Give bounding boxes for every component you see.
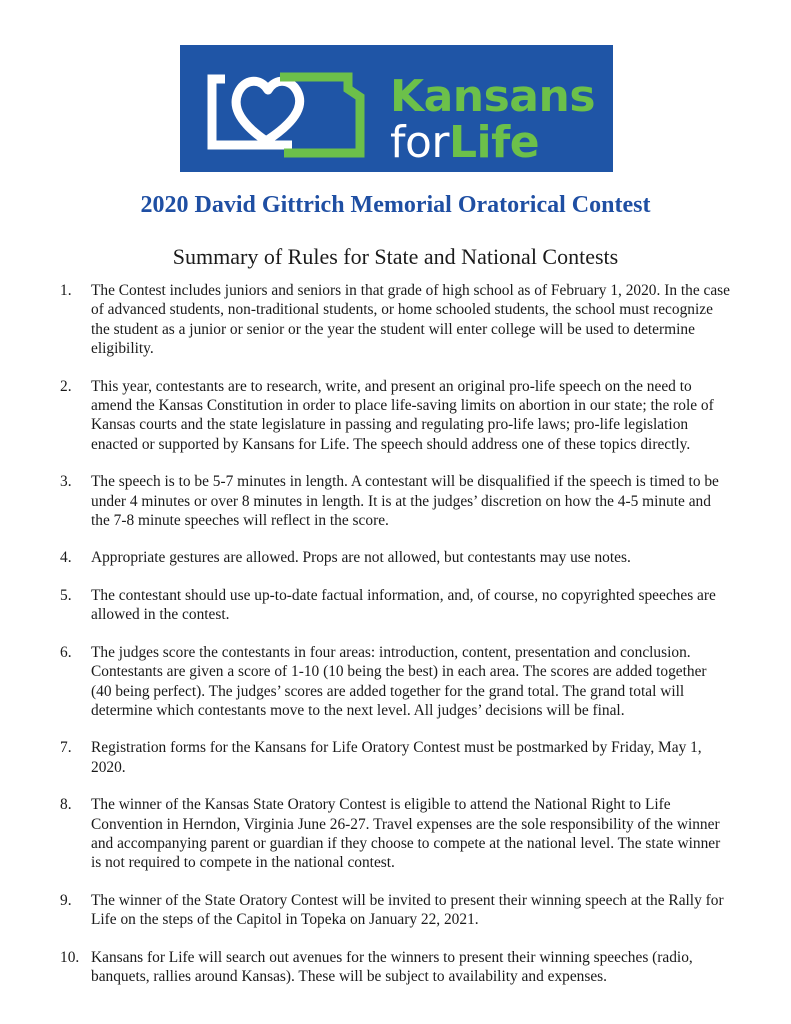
logo-text-life: Life — [449, 117, 540, 168]
rule-number: 6. — [60, 643, 72, 661]
document-title: 2020 David Gittrich Memorial Oratorical Contest — [140, 192, 651, 218]
rule-number: 9. — [60, 891, 72, 909]
rule-number: 2. — [60, 377, 72, 395]
rule-text: The judges score the contestants in four areas: introduction, content, presentation and conclusion. Contestants are given a score of 1-10 (10 being the best) in each area. The scores are added together (40 being perfect). The judges’ scores are added together for the grand total. The grand total will determine which contestants move to the next level. All judges’ decisions will be final. — [91, 643, 707, 719]
rule-item-8 — [60, 795, 730, 873]
document-subtitle: Summary of Rules for State and National Contests — [172, 244, 619, 269]
rule-item-7 — [60, 738, 730, 777]
rule-text: Kansans for Life will search out avenues for the winners to present their winning speeches (radio, banquets, rallies around Kansas). These will be subject to availability and expenses. — [91, 948, 693, 985]
rule-number: 1. — [60, 282, 72, 299]
rule-item-3 — [60, 472, 730, 530]
rule-text: The Contest includes juniors and seniors in that grade of high school as of February 1, 2020. In the case of advanced students, non-traditional students, or home schooled students, the school must recognize the student as a junior or senior or the year the student will enter college will be used to determine eligibility. — [91, 282, 730, 358]
logo-text-kansans: Kansans — [390, 71, 596, 122]
rules-list — [60, 281, 730, 1004]
rule-text: The speech is to be 5-7 minutes in length. A contestant will be disqualified if the speech is timed to be under 4 minutes or over 8 minutes in length. It is at the judges’ discretion on how the 4-5 minute and the 7-8 minute speeches will reflect in the score. — [91, 473, 719, 530]
rule-text: The winner of the Kansas State Oratory Contest is eligible to attend the National Right to Life Convention in Herndon, Virginia June 26-27. Travel expenses are the sole responsibility of the winner and accompanying parent or guardian if they choose to compete at the national level. The state winner is not required to compete in the national contest. — [91, 796, 721, 872]
rule-item-2 — [60, 377, 730, 455]
rule-text: The contestant should use up-to-date factual information, and, of course, no copyrighted speeches are allowed in the contest. — [91, 586, 716, 624]
rule-number: 8. — [60, 796, 72, 814]
rule-item-4 — [60, 548, 730, 567]
rule-number: 3. — [60, 473, 72, 491]
rule-item-1 — [60, 281, 730, 359]
rule-item-10 — [60, 948, 730, 987]
rule-number: 7. — [60, 739, 72, 757]
rule-number: 5. — [60, 586, 72, 604]
rule-item-6 — [60, 643, 730, 721]
logo-text-for: for — [390, 117, 449, 168]
rule-text: Registration forms for the Kansans for Life Oratory Contest must be postmarked by Friday, May 1, 2020. — [91, 739, 702, 776]
rule-text: Appropriate gestures are allowed. Props are not allowed, but contestants may use notes. — [91, 549, 631, 567]
kansans-for-life-logo — [180, 45, 613, 172]
rule-item-5 — [60, 586, 730, 625]
rule-text: The winner of the State Oratory Contest will be invited to present their winning speech at the Rally for Life on the steps of the Capitol in Topeka on January 22, 2021. — [91, 891, 724, 929]
rule-number: 10. — [60, 948, 80, 966]
logo-text-for-life — [390, 117, 540, 168]
rule-item-9 — [60, 891, 730, 930]
rule-text: This year, contestants are to research, write, and present an original pro-life speech on the need to amend the Kansas Constitution in order to place life-saving limits on abortion in our state; the role of Kansas courts and the state legislature in passing and regulating pro-life laws; pro-life legislation enacted or supported by Kansans for Life. The speech should address one of these topics directly. — [91, 377, 714, 453]
rule-number: 4. — [60, 549, 72, 567]
